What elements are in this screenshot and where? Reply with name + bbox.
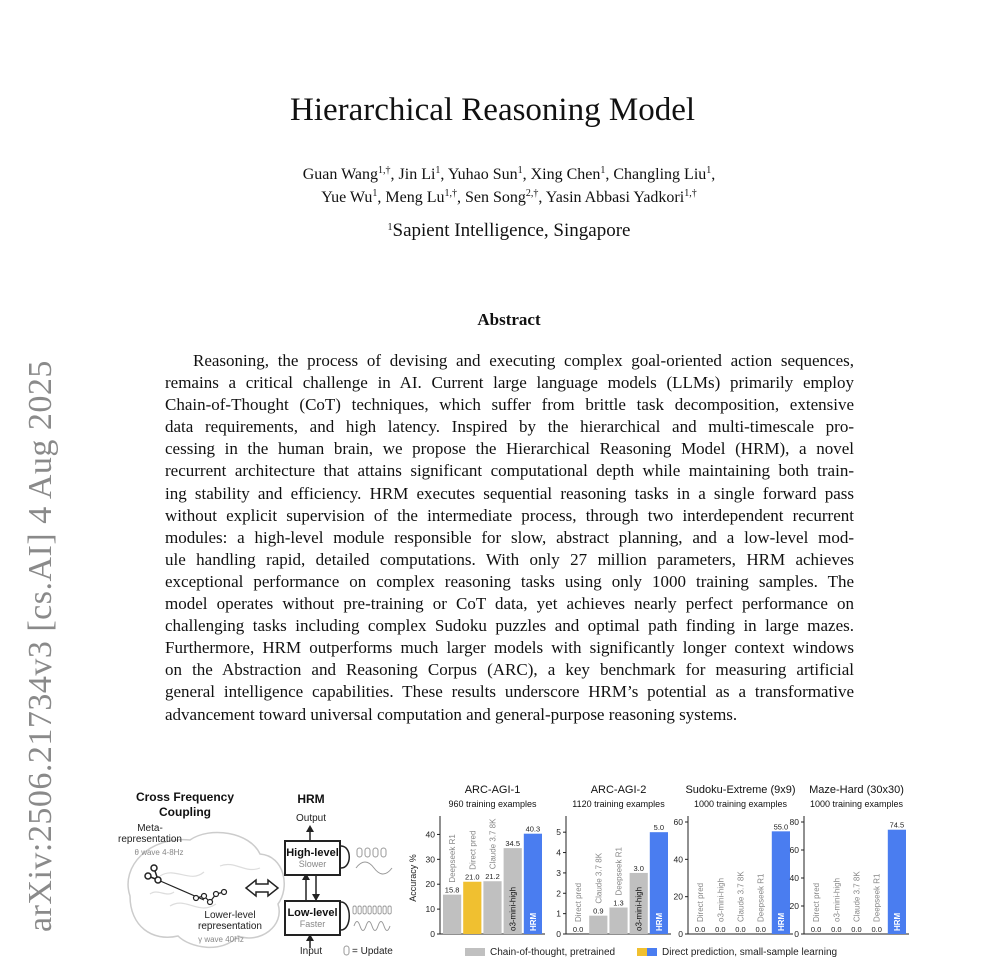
legend-cot <box>465 947 615 958</box>
low-level-speed: Faster <box>299 919 326 929</box>
lower-label: Lower-level representation <box>198 910 262 932</box>
author-name: Yasin Abbasi Yadkori <box>545 189 685 206</box>
author-affiliation-marker: 1,† <box>444 188 457 199</box>
author-name: Yue Wu <box>321 189 373 206</box>
slow-wave <box>356 862 392 874</box>
y-tick-label: 3 <box>556 867 561 878</box>
bar <box>483 881 501 934</box>
bar-value-label: 0.9 <box>593 906 604 916</box>
high-level-module <box>284 840 341 876</box>
affiliation-marker: 1 <box>387 222 393 233</box>
y-tick-label: 40 <box>425 829 435 840</box>
bar <box>443 895 461 934</box>
abstract-line: exceptional performance on complex reasoning tasks using only 1000 training samples. The <box>165 571 854 591</box>
low-level-module <box>284 900 341 936</box>
benchmark-charts <box>405 776 915 975</box>
author-name: Changling Liu <box>613 166 707 183</box>
legend-cot-label: Chain-of-thought, pretrained <box>490 947 616 958</box>
bar-value-label: 0.0 <box>694 925 706 934</box>
bar-value-label: 21.0 <box>464 872 480 882</box>
double-arrow-icon <box>246 880 278 896</box>
author-list-line-2: Yue Wu$^1$, Meng $Lu^{1,\dagger}$, Sen Song$^{2,\dagger}$, Yasin Abbasi Yadkori$^{1,\dagger}$ <box>321 188 697 206</box>
chart-subtitle: 1120 training examples <box>572 799 665 809</box>
y-tick-label: 0 <box>556 929 561 939</box>
author-affiliation-marker: 1,† <box>684 188 697 199</box>
category-label: Claude 3.7 8K <box>852 871 862 922</box>
y-tick-label: 40 <box>789 873 799 883</box>
chart-subtitle: 960 training examples <box>448 799 537 809</box>
y-tick-label: 0 <box>678 929 683 939</box>
category-label: HRM <box>776 912 786 931</box>
bar-value-label: 0.0 <box>715 925 726 934</box>
category-label: Direct pred <box>696 882 706 922</box>
y-tick-label: 10 <box>425 904 435 915</box>
meta-label: Meta- representation <box>118 823 182 845</box>
low-level-label: Low-level <box>287 907 338 919</box>
author-affiliation-marker: 2,† <box>525 188 539 199</box>
author-name: Sen Song <box>464 189 526 206</box>
y-tick-label: 30 <box>425 854 435 865</box>
abstract-line: model operates without pre-training or CoT data, yet achieves nearly perfect performance on <box>165 594 854 614</box>
bar-value-label: 34.5 <box>505 839 521 849</box>
bar-value-label: 0.0 <box>755 925 766 934</box>
author-affiliation-marker: 1 <box>435 165 441 176</box>
category-label: o3-mini-high <box>634 886 644 931</box>
abstract-line: remains a critical challenge in AI. Current large language models (LLMs) primarily employ <box>165 373 854 393</box>
abstract-line: Chain-of-Thought (CoT) techniques, which suffer from brittle task decomposition, extensive <box>165 395 854 415</box>
legend-cot-swatch <box>465 948 485 956</box>
high-loop <box>341 846 349 868</box>
legend-direct <box>637 947 837 958</box>
high-level-label: High-level <box>286 847 339 859</box>
bar-value-label: 3.0 <box>633 863 644 873</box>
category-label: Direct pred <box>812 882 822 922</box>
bar <box>589 916 607 934</box>
author-affiliation-marker: 1 <box>372 188 378 199</box>
author-name: Xing Chen <box>530 166 601 183</box>
abstract-line: without explicit supervision of the intermediate process, through two interdependent recurrent <box>165 505 854 525</box>
category-label: Direct pred <box>468 830 478 870</box>
abstract-body <box>165 350 854 726</box>
lower-node <box>214 892 219 897</box>
bar-value-label: 40.3 <box>525 824 541 834</box>
lower-node <box>194 896 199 901</box>
fast-wave <box>354 922 390 931</box>
lower-sublabel: γ wave 40Hz <box>198 935 244 944</box>
chart-title: ARC-AGI-2 <box>590 784 647 796</box>
abstract-line: challenging tasks including complex Sudoku puzzles and optimal path finding in large mazes. <box>165 616 854 636</box>
bar-value-label: 0.0 <box>572 925 584 934</box>
bar-value-label: 5.0 <box>653 823 665 833</box>
abstract-line: general intelligence capabilities. These results underscore HRM’s potential as a transformative <box>165 682 854 702</box>
author-affiliation-marker: 1 <box>600 165 606 176</box>
update-legend: = Update <box>352 946 393 957</box>
abstract-line: cessing in the human brain, we propose the Hierarchical Reasoning Model (HRM), a novel <box>165 439 854 459</box>
abstract-line: data requirements, and high latency. Inspired by the hierarchical and multi-timescale pro- <box>165 417 854 437</box>
y-tick-label: 20 <box>673 891 683 902</box>
bar-value-label: 0.0 <box>810 925 822 934</box>
author-name: Yuhao Sun <box>447 166 518 183</box>
y-tick-label: 5 <box>556 827 561 838</box>
category-label: Claude 3.7 8K <box>736 871 746 922</box>
author-name: Meng Lu <box>385 189 445 206</box>
category-label: o3-mini-high <box>832 877 842 922</box>
meta-node <box>151 865 157 871</box>
chart-title: ARC-AGI-1 <box>464 784 521 796</box>
author-affiliation-marker: 1,† <box>378 165 391 176</box>
chart-title: Sudoku-Extreme (9x9) <box>685 784 796 796</box>
meta-node <box>155 877 161 883</box>
category-label: Deepseek R1 <box>756 873 766 922</box>
abstract-line: Reasoning, the process of devising and executing complex goal-oriented action sequences, <box>193 351 854 370</box>
category-label: Claude 3.7 8K <box>594 852 604 904</box>
affiliation <box>0 220 985 242</box>
bar-value-label: 0.0 <box>831 925 842 934</box>
abstract-line: ule handling rapid, detailed computations. With only 27 million parameters, HRM achieves <box>165 549 854 569</box>
category-label: Claude 3.7 8K <box>488 818 498 870</box>
y-tick-label: 60 <box>673 817 683 827</box>
author-list-line-1: Guan Wang$^{1,\dagger}$, Jin Li$^1$, Yuhao Sun$^1$, Xing Chen$^1$, Changling Liu$^1$, <box>302 165 716 183</box>
lower-node <box>202 894 207 899</box>
abstract-line: ing stability and efficiency. HRM executes sequential reasoning tasks in a single forward pass <box>165 483 854 503</box>
bar-value-label: 74.5 <box>889 820 905 830</box>
output-label: Output <box>295 813 327 824</box>
category-label: Deepseek R1 <box>614 847 624 896</box>
hrm-title: HRM <box>297 792 325 806</box>
affiliation-text: Sapient Intelligence, Singapore <box>392 220 631 241</box>
category-label: o3-mini-high <box>716 877 726 922</box>
author-name: Guan Wang <box>302 166 379 183</box>
meta-sublabel: θ wave 4-8Hz <box>134 848 184 857</box>
legend-direct-label: Direct prediction, small-sample learning <box>662 947 838 958</box>
y-tick-label: 60 <box>789 845 799 855</box>
abstract-line: advancement toward universal computation and general-purpose reasoning systems. <box>165 704 738 724</box>
bar-value-label: 21.2 <box>485 872 500 882</box>
category-label: HRM <box>654 912 664 931</box>
chart-subtitle: 1000 training examples <box>809 799 904 809</box>
y-tick-label: 0 <box>430 929 435 939</box>
brain-title: Cross Frequency Coupling <box>135 790 235 819</box>
abstract-line: on the Abstraction and Reasoning Corpus (ARC), a key benchmark for measuring artificial <box>165 660 854 680</box>
high-update-glyphs <box>357 848 386 857</box>
lower-node <box>222 890 227 895</box>
y-tick-label: 0 <box>794 929 799 939</box>
abstract-line: recurrent architecture that attains significant computational depth while maintaining both train- <box>165 461 854 481</box>
bar-value-label: 0.0 <box>851 925 862 934</box>
y-tick-label: 20 <box>789 901 799 911</box>
paper-title: Hierarchical Reasoning Model <box>289 92 696 128</box>
author-name: Jin Li <box>398 166 436 183</box>
author-affiliation-marker: 1 <box>517 165 523 176</box>
y-tick-label: 40 <box>673 854 683 865</box>
author-affiliation-marker: 1 <box>706 165 712 176</box>
low-update-glyphs <box>353 906 391 914</box>
chart-subtitle: 1000 training examples <box>693 799 788 809</box>
abstract-heading: Abstract <box>477 310 541 329</box>
category-label: HRM <box>528 912 538 931</box>
y-tick-label: 20 <box>425 879 435 890</box>
bar <box>609 908 627 934</box>
category-label: o3-mini-high <box>508 886 518 931</box>
input-label: Input <box>299 946 323 957</box>
bar-value-label: 15.8 <box>444 885 460 895</box>
legend-direct-swatch <box>637 948 657 956</box>
low-loop <box>341 902 349 930</box>
y-tick-label: 1 <box>556 908 561 919</box>
bar-value-label: 1.3 <box>613 898 624 908</box>
y-tick-label: 80 <box>789 817 799 827</box>
category-label: Deepseek R1 <box>872 873 882 922</box>
bar-value-label: 55.0 <box>773 822 789 832</box>
y-tick-label: 2 <box>556 888 561 899</box>
high-level-speed: Slower <box>298 859 327 869</box>
arxiv-identifier: arXiv:2506.21734v3 [cs.AI] 4 Aug 2025 <box>22 360 59 932</box>
category-label: HRM <box>892 912 902 931</box>
category-label: Direct pred <box>574 882 584 922</box>
y-tick-label: 4 <box>556 847 561 858</box>
abstract-line: modules: a high-level module responsible for slow, abstract planning, and a low-level mod- <box>165 527 854 547</box>
bar-value-label: 0.0 <box>871 925 882 934</box>
category-label: Deepseek R1 <box>448 834 458 883</box>
bar <box>463 882 481 934</box>
update-glyph-icon <box>344 946 349 955</box>
brain-hrm-diagram <box>100 776 400 975</box>
y-axis-label: Accuracy % <box>408 854 418 902</box>
chart-title: Maze-Hard (30x30) <box>809 784 904 796</box>
figure-1 <box>0 776 985 975</box>
meta-node <box>145 873 151 879</box>
bar-value-label: 0.0 <box>735 925 746 934</box>
lower-node <box>208 900 213 905</box>
abstract-line: Furthermore, HRM outperforms much larger models with significantly longer context windows <box>165 638 854 658</box>
